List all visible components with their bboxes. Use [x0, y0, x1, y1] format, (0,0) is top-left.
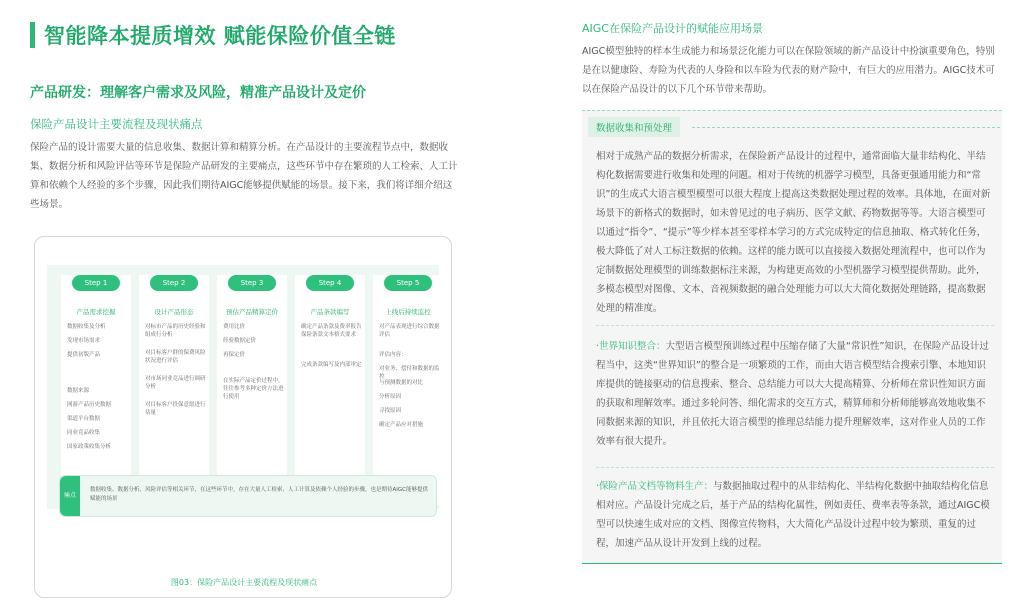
step-item: 国家政策收集分析 — [67, 444, 112, 450]
right-section-title: AIGC在保险产品设计的赋能应用场景 — [582, 22, 763, 35]
page-title: 智能降本提质增效 赋能保险价值全链 — [44, 24, 396, 48]
card-header-divider — [692, 127, 1000, 128]
scenario-card — [582, 110, 1002, 564]
left-column — [30, 16, 460, 214]
step-item: 确定产品条款及费率报告保险条款文本格式要求 — [301, 324, 362, 338]
step-item: 与预测数据的对比 — [379, 380, 424, 386]
card-divider — [596, 467, 994, 468]
card-block-world-knowledge — [596, 337, 994, 451]
step-item: 费用比价 — [223, 324, 246, 330]
step-heading: 上线后持续监控 — [385, 308, 431, 316]
step-item: 数据来源 — [67, 388, 90, 394]
step-item: 发现市场需求 — [67, 338, 101, 344]
step-badge: Step 1 — [72, 275, 120, 291]
pain-point-text: 数据收集、数据分析、风险评估等相关环节，在这些环节中，存在大量人工检索、人工计算及依赖个人经验的步骤，也是期待AIGC能够提供赋能的场景 — [90, 487, 428, 502]
step-badge: Step 4 — [306, 275, 354, 291]
card-block-document-production — [596, 477, 994, 553]
step-badge: Step 5 — [384, 275, 432, 291]
step-item: 对标市产品的历史经验和组成行分析 — [145, 324, 206, 338]
step-item: 提供初版产品 — [67, 352, 101, 358]
step-item: 对目标客户群的保费风险状况进行评估 — [145, 350, 206, 364]
title-accent-bar — [30, 22, 35, 48]
process-diagram — [47, 265, 439, 509]
step-item: 评估内容： — [379, 352, 407, 358]
step-badge: Step 2 — [150, 275, 198, 291]
intro-paragraph: 保险产品的设计需要大量的信息收集、数据计算和精算分析。在产品设计的主要流程节点中，数据收集、数据分析和风险评估等环节是保险产品研发的主要痛点，这些环节中存在繁琐的人工检索、人工计算和依赖个人经验的多个步骤，因此我们期待AIGC能够提供赋能的场景。接下来，我们将详细介绍这些场景。 — [30, 142, 458, 210]
step-item: 对产品表现进行综合数据评估 — [379, 324, 440, 338]
step-item: 对目标客户投保意愿进行估量 — [145, 402, 206, 416]
step-item: 分析原因 — [379, 394, 402, 400]
step-item: 寻找原因 — [379, 408, 402, 414]
step-column-2 — [139, 275, 209, 505]
step-item: 渠道平台数据 — [67, 416, 101, 422]
step-item: 对市场同业竞品进行调研分析 — [145, 376, 206, 390]
card-block-lead: ·世界知识整合： — [596, 341, 666, 352]
step-heading: 预估产品精算定价 — [226, 308, 278, 316]
pain-point-tag: 痛点 — [60, 476, 80, 516]
step-heading: 产品需求挖掘 — [76, 308, 116, 316]
step-item: 同业竞品收集 — [67, 430, 101, 436]
step-column-5 — [373, 275, 443, 505]
right-column — [582, 20, 1002, 99]
step-column-1 — [61, 275, 131, 505]
step-item: 确定产品应对措施 — [379, 422, 424, 428]
section-title: 产品研发：理解客户需求及风险，精准产品设计及定价 — [30, 85, 366, 101]
subsection-title: 保险产品设计主要流程及现状痛点 — [30, 117, 203, 131]
step-heading: 设计产品形态 — [154, 308, 194, 316]
card-label: 数据收集和预处理 — [588, 117, 680, 137]
page-title-row — [30, 16, 460, 54]
step-item: 网游产品历史数据 — [67, 402, 112, 408]
process-figure — [34, 236, 452, 598]
step-item: 数据收集及分析 — [67, 324, 106, 330]
pain-point-summary — [59, 475, 437, 517]
step-column-4 — [295, 275, 365, 505]
step-heading: 产品条款编写 — [310, 308, 350, 316]
step-column-3 — [217, 275, 287, 505]
card-block-body: 大型语言模型预训练过程中压缩存储了大量“常识性”知识，在保险产品设计过程当中，这类“世界知识”的整合是一项繁琐的工作，而由大语言模型结合搜索引擎、本地知识库提供的链接驱动的信息搜索、整合、总结能力可以大大提高精算、分析师在常识性知识方面的获取和理解效率。通过多轮问答、细化需求的交互方式，精算师和分析师能够高效地收集不同数据来源的知识，并且依托大语言模型的推理总结能力提升理解效率，这对作业人员的工作效率有很大提升。 — [596, 341, 989, 447]
step-item: 在实际产品定价过程中，往往参考多种定价方法进行使用 — [223, 378, 284, 400]
step-item: 再保定价 — [223, 352, 246, 358]
card-divider — [596, 325, 994, 326]
step-item: 经验数据定价 — [223, 338, 257, 344]
step-item: 完成条款编写及内部审定 — [301, 362, 362, 368]
card-block-body: 与数据抽取过程中的从非结构化、半结构化数据中抽取结构化信息相对应。产品设计完成之后，基于产品的结构化属性，例如责任、费率表等条款，通过AIGC模型可以快速生成对应的文档、图像宣传物料，大大简化产品设计过程中较为繁琐、重复的过程，加速产品从设计开发到上线的过程。 — [596, 481, 990, 549]
card-block-data-processing: 相对于成熟产品的数据分析需求，在保险新产品设计的过程中，通常面临大量非结构化、半结构化数据需要进行收集和处理的问题。相对于传统的机器学习模型，具备更强通用能力和“常识”的生成式大语言模型模型可以很大程度上提高这类数据处理过程的效率。具体地，在面对新场景下的新格式的数据时，如未曾见过的电子病历、医学文献、药物数据等等。大语言模型可以通过“指令”、“提示”等少样本甚至零样本学习的方式完成特定的信息抽取、格式转化任务，极大降低了对人工标注数据的依赖。这样的能力既可以直接接入数据处理流程中，也可以作为定制数据处理模型的训练数据标注来源，为构建更高效的小型机器学习模型提供帮助。此外，多模态模型对图像、文本、音视频数据的融合处理能力可以大大简化数据处理链路，提高数据处理的精准度。 — [596, 151, 991, 314]
step-item: 对业务、偿付和数据的监控 — [379, 366, 440, 380]
figure-caption: 图03：保险产品设计主要流程及现状痛点 — [170, 578, 318, 587]
right-intro-paragraph: AIGC模型独特的样本生成能力和场景泛化能力可以在保险领域的新产品设计中扮演重要角色，特别是在以健康险、寿险为代表的人身险和以车险为代表的财产险中，有巨大的应用潜力。AIGC技术可以在保险产品设计的以下几个环节带来帮助。 — [582, 46, 995, 95]
card-header — [582, 111, 1002, 137]
step-badge: Step 3 — [228, 275, 276, 291]
card-block-lead: ·保险产品文档等物料生产： — [596, 481, 714, 492]
